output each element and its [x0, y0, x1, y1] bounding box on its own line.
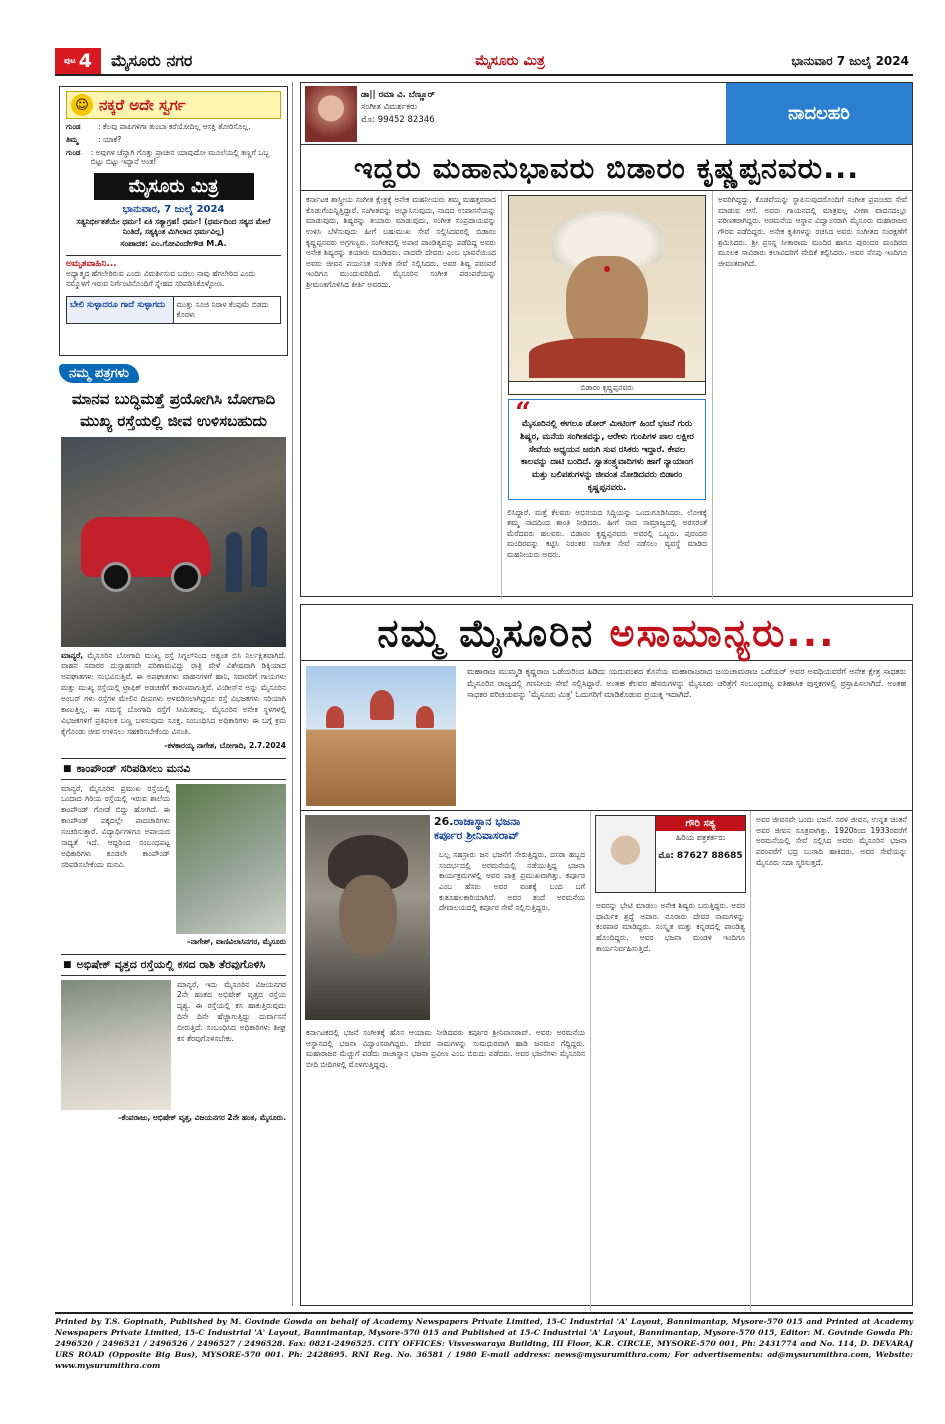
pull-quote-text: ಮೈಸೂರಿನಲ್ಲಿ ಈಗಲೂ ಡೋರ್ ಮೀಟಿಂಗ್ ಹಿಂದೆ ಭಜನೆ ಗುರು ಶಿಷ್ಯರ, ಮನೆಯ ಸಂಗೀತವನ್ನು, ಆರೇಳು ಗುಂಪಿಗಳ ಪಾಲ ಲಕ್ಷೀರ ಸೇವೆಯ ಅಧ್ಯಯನ ಜರುಗಿ ಸುವ ರಸಿಕರು ಇದ್ದಾರೆ. ಕೇವಲ ಕಾಲವನ್ನು ದಾಟಿ ಬಂದಿದೆ. ಸ್ವಾತಂತ್ರ್ಯವಾದಿಗಳು ಹಾಗೆ ನ್ಯಾಯಾಂಗ ಮತ್ತು ಬಲಿಪಶುಗಳನ್ನು ಜೀವಂತ ನೋಡಿದವರು ಬಿಡಾರಂ ಕೃಷ್ಣಪ್ಪನವರು.	[520, 419, 694, 493]
edition-date: ಭಾನುವಾರ 7 ಜುಲೈ 2024	[791, 53, 909, 68]
quote-icon: “	[515, 396, 532, 429]
joke-text: : ಕೆಲವು ಪಾಪಿಗಳಿಗಾ ತುಂಬಾ ಕರೆಯೋದಿಲ್ಲ ಆಸಕ್ತಿ ತೋರಿಸೊಲ್ಲ.	[98, 122, 251, 131]
columnist-role: ಹಿರಿಯ ಪತ್ರಕರ್ತರು	[675, 833, 726, 842]
feature-body	[301, 811, 912, 1311]
series-number: 26.	[434, 815, 454, 828]
garbage-letter	[55, 976, 292, 1110]
joke-speaker: ಗುಂಡ	[66, 122, 81, 131]
print-line-footer: Printed by T.S. Gopinath, Published by M. Govinde Gowda on behalf of Academy Newspapers Private Limited, 15-C Industrial 'A' Layout, Bannimantap, Mysore-570 015 and Printed at Academy Newspapers Private Limited, 15-C Industrial 'A' Layout, Bannimantap, Mysore-570 015 and Published at 15-C Industrial 'A' Layout, Bannimantap, Mysore-570 015, Editor: M. Govinde Gowda Ph: 2496520 / 2496521 / 2496526 / 2496527 / 2496528. Fax: 0821-2496525. CITY OFFICES: Visveswaraya Building, III Floor, K.R. CIRCLE, MYSORE-570 001, Ph: 2431774 and No. 114, D. DEVARAJ URS ROAD (Opposite Big Bus), MYSORE-570 001. Ph: 2428695. RNI Reg. No. 36581 / 1980 E-mail address: news@mysurumithra.com; For advertisements: ad@mysurumithra.com, Website: www.mysurumithra.com	[55, 1312, 913, 1368]
mysuru-mithra-logo: ಮೈಸೂರು ಮಿತ್ರ	[94, 173, 254, 200]
garbage-body: ಮಾನ್ಯರೆ, ಇದು ಮೈಸೂರಿನ ವಿಜಯನಗರ 2ನೇ ಹಂತದ ಅಭಿಷೇಕ್ ವೃತ್ತದ ರಸ್ತೆಯ ದೃಶ್ಯ. ಈ ರಸ್ತೆಯಲ್ಲಿ ಕಸ ಹಾಕುತ್ತಿರುವುದು ದಿನೇ ದಿನೇ ಹೆಚ್ಚಾಗುತ್ತಿದ್ದು ದುರ್ವಾಸನೆ ಬೀರುತ್ತಿದೆ. ಸಂಬಂಧಿಸಿದ ಅಧಿಕಾರಿಗಳು ಶೀಘ್ರ ಕಸ ತೆರವುಗೊಳಿಸಬೇಕು.	[177, 979, 286, 1043]
compound-body: ಮಾನ್ಯರೆ, ಮೈಸೂರಿನ ಪ್ರಮುಖ ರಸ್ತೆಯಲ್ಲಿ ಒಂದಾದ ಗಿರಿಯ ರಸ್ತೆಯಲ್ಲಿ ಇರುವ ಶಾಲೆಯ ಕಾಂಪೌಂಡ್ ಗೋಡೆ ಬಿದ್ದು ಹೋಗಿದೆ. ಈ ಕಾಂಪೌಂಡ್ ಪಕ್ಕದಲ್ಲೇ ಪಾದಚಾರಿಗಳು ಸಂಚರಿಸುತ್ತಾರೆ. ವಿದ್ಯಾರ್ಥಿಗಳಿಗೂ ಅಪಾಯದ ಸಾಧ್ಯತೆ ಇದೆ. ಆದ್ದರಿಂದ ಸಂಬಂಧಪಟ್ಟ ಅಧಿಕಾರಿಗಳು ಕೂಡಲೇ ಕಾಂಪೌಂಡ್ ಸರಿಪಡಿಸಬೇಕೆಂದು ಮನವಿ.	[61, 783, 170, 869]
columnist-photo	[596, 816, 656, 892]
feature-intro-row	[301, 661, 912, 811]
article-column: ಲಿಸಿದ್ದಾರೆ. ಮತ್ತೆ ಕೆಲವರು ಅಭಿನಯದ ಸಿದ್ಧಿಯನ್ನು ಒಂದುಗೂಡಿಸಿದರು. ಲೋಕಕ್ಕೆ ತಮ್ಮ ನಾದದಿಂದ ಶಾಂತಿ ನೀಡಿದರು. ಹೀಗೆ ನಾದ ಸಾಮ್ರಾಜ್ಯದಲ್ಲಿ ಅರಸರಂತೆ ಮೆರೆದವರು ಹಲವರು. ಬಿಡಾರಂ ಕೃಷ್ಣಪ್ಪನವರು ಅವರಲ್ಲಿ ಒಬ್ಬರು. ಪುರಂದರ ಮಂದಿರವನ್ನು ಕಟ್ಟಿಸಿ ನಿರಂತರ ಸಂಗೀತ ಸೇವೆ ನಡೆಸಲು ವ್ಯವಸ್ಥೆ ಮಾಡಿದ ಮಹನೀಯರು ಅವರು.	[507, 507, 707, 560]
series-subject: ಕರ್ಪೂರ ಶ್ರೀನಿವಾಸರಾವ್	[434, 829, 520, 842]
feature-intro: ಮಹಾರಾಜ ಮುಮ್ಮಡಿ ಕೃಷ್ಣರಾಜ ಒಡೆಯರಿಂದ ಹಿಡಿದು ಯದುವಂಶದ ಕೊನೆಯ ಮಹಾರಾಜರಾದ ಜಯಚಾಮರಾಜ ಒಡೆಯರ್ ಅವರ ಅವಧಿಯವರೆಗೆ ಅನೇಕ ಕ್ಷೇತ್ರ ಸಾಧಕರು ಮೈಸೂರಿನ ರಾಜ್ಯದಲ್ಲಿ ಗಣನೀಯ ಸೇವೆ ಸಲ್ಲಿಸಿದ್ದಾರೆ. ಅಂತಹ ಕೆಲವರ ಹೆಸರುಗಳನ್ನು ಮೈಸೂರು ಚರಿತ್ರೆಗೆ ಸಂಬಂಧಪಟ್ಟ ಐತಿಹಾಸಿಕ ಪುಸ್ತಕಗಳಲ್ಲಿ ಪ್ರಸ್ತಾಪಿಸಲಾಗಿದೆ. ಅಂತಹ ಸಾಧಕರ ಪರಿಚಯವನ್ನು 'ಮೈಸೂರು ಮಿತ್ರ' ಓದುಗರಿಗೆ ಮಾಡಿಕೊಡುವ ಪ್ರಯತ್ನ ಇದಾಗಿದೆ.	[467, 667, 906, 700]
garbage-signature: –ಕೆಂಪರಾಜು, ಅಭಿಷೇಕ್ ವೃತ್ತ, ವಿಜಯನಗರ 2ನೇ ಹಂತ, ಮೈಸೂರು.	[117, 1112, 286, 1122]
feature-middle-block	[591, 811, 751, 1311]
proverb-text: ಮುತ್ತು ಸೂಜಿ ನಿರಾಳ ಕೆಂಪುಮೆ ಬಿಡದು ಕೊರಳು	[176, 299, 269, 319]
left-column	[55, 82, 293, 1306]
joke-title-bar	[66, 91, 281, 119]
letter-signature: –ಕಳಕಾರಯ್ಯ ನಾಗೇಶ, ಬೋಗಾದಿ, 2.7.2024	[163, 740, 286, 750]
feature-column: ಅವರ ಜೀವನವೇ ಒಂದು ಭಜನೆ. ಸರಳ ಜೀವನ, ಉನ್ನತ ಚಿಂತನೆ ಅವರ ಜೀವನ ಸೂತ್ರವಾಗಿತ್ತು. 1920ರಿಂದ 1933ರವರೆಗೆ ಅರಮನೆಯಲ್ಲಿ ಸೇವೆ ಸಲ್ಲಿಸಿದ ಅವರು ಮೈಸೂರಿನ ಭಜನಾ ಪರಂಪರೆಗೆ ಭದ್ರ ಬುನಾದಿ ಹಾಕಿದರು. ಅವರ ಸೇವೆಯನ್ನು ಮೈಸೂರು ಸದಾ ಸ್ಮರಿಸುತ್ತದೆ.	[756, 815, 907, 867]
letter-headline: ಮಾನವ ಬುದ್ಧಿಮತ್ತೆ ಪ್ರಯೋಗಿಸಿ ಬೋಗಾದಿ ಮುಖ್ಯ ರಸ್ತೆಯಲ್ಲಿ ಜೀವ ಉಳಿಸಬಹುದು	[71, 390, 276, 430]
author-name: ಡಾ|| ರಮಾ ವಿ. ಬೆಣ್ಣೂರ್	[361, 90, 435, 100]
joke-text: : ಅವುಗಳ ಚೆನ್ನಾಗಿ ಗೊತ್ತು ಪ್ರಾಚೀನ ಯಾವುದೋ ಮೂಲೆಯಲ್ಲಿ ತಣ್ಣಗೆ ಒಬ್ಬ ಬಿಟ್ಟು ಬಿಟ್ಟು ಇದ್ದಾನೆ ಅಂತ!	[90, 147, 270, 167]
column-name: ನಾದಲಹರಿ	[726, 83, 912, 144]
bindi-mark	[604, 266, 610, 272]
car-wheel	[171, 562, 201, 592]
shawl-shape	[529, 338, 686, 378]
page-number-tag	[55, 48, 101, 74]
letters-badge: ನಮ್ಮ ಪತ್ರಗಳು	[59, 364, 139, 383]
compound-letter	[55, 780, 292, 934]
article-headline: ಇದ್ದರು ಮಹಾನುಭಾವರು ಬಿಡಾರಂ ಕೃಷ್ಣಪ್ಪನವರು...	[301, 145, 912, 191]
amrita-heading: ಅಮೃತವಾಹಿನಿ...	[66, 259, 117, 270]
article-body	[301, 191, 912, 599]
amrita-body: ಅಧ್ಯಾತ್ಮದ ಹೆಗಲೇರಿರುವ ಎಂದು ವಿಮರ್ಶಿಸುವ ಬದಲು ನಾವು ಹೆಗಲೇರಿದ ಎಂದು ನಮ್ಮೊಳಗೆ ಇರುವ ನಿರ್ಗೆಂಟಿನೊಂದಿಗೆ ಸ್ನೇಹದ ಸರಿಪಡಿಸಿಕೊಳ್ಳೋಣ.	[66, 269, 256, 289]
columnist-phone: ಮೊ: 87627 88685	[658, 851, 743, 861]
joke-speaker: ತಿಮ್ಮ	[66, 134, 79, 144]
garbage-pile-photo	[61, 980, 171, 1110]
bullet-icon: ■	[63, 763, 72, 774]
feature-headline-part: ಅಸಾಮಾನ್ಯರು...	[609, 611, 836, 655]
letters-header	[59, 364, 288, 383]
author-info	[361, 83, 726, 144]
joke-title: ನಕ್ಕರೆ ಅದೇ ಸ್ವರ್ಗ	[99, 96, 186, 114]
compound-headline: ಕಾಂಪೌಂಡ್ ಸರಿಪಡಿಸಲು ಮನವಿ	[76, 761, 191, 775]
compound-signature: –ನಾಗೇಶ್, ವಾಣಿವಿಲಾಸಿನಗರ, ಮೈಸೂರು	[186, 936, 286, 946]
section-name: ಮೈಸೂರು ನಗರ	[111, 51, 193, 70]
author-role: ಸಂಗೀತ ವಿಮರ್ಶಕರು	[361, 102, 418, 113]
portrait-caption: ಬಿಡಾರಂ ಕೃಷ್ಣಪ್ಪನವರು	[509, 381, 705, 394]
right-area	[300, 82, 913, 1306]
joke-line	[66, 122, 281, 132]
feature-column: ಅವರನ್ನು ಭೇಟಿ ಮಾಡಲು ಅನೇಕ ಶಿಷ್ಯರು ಬರುತ್ತಿದ್ದರು. ಅವರ ಧಾರ್ಮಿಕ ಶ್ರದ್ಧೆ ಅಪಾರ. ನೂರಾರು ದೇವರ ನಾಮಗಳನ್ನು ಕಂಠಪಾಠ ಮಾಡಿದ್ದರು. ಸಂಸ್ಕೃತ ಮತ್ತು ಕನ್ನಡದಲ್ಲಿ ಪಾಂಡಿತ್ಯ ಹೊಂದಿದ್ದರು. ಅವರ ಭಜನಾ ಮಂಡಳಿ ಇಂದಿಗೂ ಕಾರ್ಯನಿರ್ವಹಿಸುತ್ತಿದೆ.	[596, 901, 745, 953]
page-word: ಪುಟ	[64, 56, 76, 65]
article-column: ಅವರಿಗಿದ್ದದ್ದು, ಕೊಡವೆಯನ್ನು ಸ್ಥಾಪಿಸುವುದರೊಂದಿಗೆ ಸಂಗೀತ ಪ್ರಪಂಚದ ಸೇವೆ ಮಾಡುವ ಆಸೆ. ಅವರು ಗಾಯನದಲ್ಲಿ ಮಾತ್ರವಲ್ಲ ವೀಣಾ ವಾದನದಲ್ಲೂ ಪರಿಣತರಾಗಿದ್ದರು. ಅರಮನೆಯ ಆಸ್ಥಾನ ವಿದ್ವಾಂಸರಾಗಿ ಮೈಸೂರು ಮಹಾರಾಜರ ಗೌರವ ಪಡೆದಿದ್ದರು. ಅನೇಕ ಕೃತಿಗಳನ್ನು ರಚಿಸಿದ ಅವರು ಸಂಗೀತದ ಸಂರಕ್ಷಣೆಗೆ ಶ್ರಮಿಸಿದರು. ಶ್ರೀ ಪ್ರಸನ್ನ ಸೀತಾರಾಮ ಮಂದಿರ ಹಾಗೂ ಪುರಂದರ ಮಂದಿರದ ಮೂಲಕ ಸಾವಿರಾರು ಕಲಾವಿದರಿಗೆ ವೇದಿಕೆ ಕಲ್ಪಿಸಿದರು. ಅವರ ನೆನಪು ಇಂದಿಗೂ ಜೀವಂತವಾಗಿದೆ.	[718, 195, 907, 268]
feature-column: ಕರ್ನಾಟಕದಲ್ಲಿ ಭಜನೆ ಸಂಗೀತಕ್ಕೆ ಹೊಸ ಆಯಾಮ ನೀಡಿದವರು ಕರ್ಪೂರ ಶ್ರೀನಿವಾಸರಾವ್. ಅವರು ಅರಮನೆಯ ಆಸ್ಥಾನದಲ್ಲಿ ಭಜನಾ ವಿದ್ವಾಂಸರಾಗಿದ್ದರು. ದೇವರ ನಾಮಗಳನ್ನು ಸುಮಧುರವಾಗಿ ಹಾಡಿ ಜನಮನ ಗೆದ್ದಿದ್ದರು. ಮಹಾರಾಜರ ಮೆಚ್ಚುಗೆ ಪಡೆದು ರಾಜಾಸ್ಥಾನ ಭಜನಾ ಪ್ರವೀಣ ಎಂಬ ಬಿರುದು ಪಡೆದರು. ಅವರ ಭಜನೆಗಳು ಮೈಸೂರಿನ ಬೀದಿ ಬೀದಿಗಳಲ್ಲಿ ಮೊಳಗುತ್ತಿದ್ದವು.	[306, 1028, 585, 1069]
palace-dome	[326, 706, 344, 728]
joke-box	[59, 86, 288, 356]
face-shape	[339, 875, 397, 955]
garbage-headline: ಅಭಿಷೇಕ್ ವೃತ್ತದ ರಸ್ತೆಯಲ್ಲಿ ಕಸದ ರಾಶಿ ತೆರವುಗೊಳಿಸಿ	[76, 957, 266, 971]
crashed-car-photo	[61, 437, 286, 647]
newspaper-brand: ಮೈಸೂರು ಮಿತ್ರ	[475, 53, 545, 69]
bullet-icon: ■	[63, 959, 72, 970]
proverb-box	[66, 296, 281, 324]
columnist-card	[595, 815, 746, 893]
columnist-info	[656, 816, 745, 892]
letter-body	[55, 647, 292, 738]
broken-wall-photo	[176, 784, 286, 934]
person-figure	[226, 532, 242, 592]
article-middle-column	[501, 191, 713, 599]
palace-dome	[416, 706, 434, 728]
joke-line	[66, 148, 281, 168]
karpura-srinivasa-rao-photo	[305, 815, 430, 1020]
garbage-letter-heading	[61, 954, 286, 976]
amrita-vahini	[66, 255, 281, 289]
palace-dome	[370, 690, 394, 720]
proverb-heading: ಬೇಲಿ ಸುಳ್ಳಾದರೂ ಗಾದೆ ಸುಳ್ಳಾಗದು	[67, 297, 174, 323]
laughing-face-icon: ☺	[71, 94, 93, 116]
nadalahari-article	[300, 82, 913, 597]
letter-salutation: ಮಾನ್ಯರೆ,	[61, 650, 84, 660]
letter-text: ಮೈಸೂರಿನ ಬೋಗಾದಿ ಮುಖ್ಯ ರಸ್ತೆ ಸಿಗ್ನಲ್‌ನಿಂದ ಅತ್ಯಂತ ಬಿಸಿ ನಿರ್ಲಕ್ಷಿತವಾಗಿದೆ. ವಾಹನ ಸವಾರರ ದುಸ್ಸಾಹಸವೇ ಪರಿಣಾಮವಿದ್ದು ರಾತ್ರಿ ವೇಳೆ ವಿಶೇಷವಾಗಿ ಡಿಕ್ಕಿಯಾದ ಅಪಘಾತಗಳು ಸಂಭವಿಸುತ್ತಿವೆ. ಈ ಅಪಘಾತಗಳು ವಾಹನಗಳಿಗೆ ಹಾನಿ, ಸವಾರರಿಗೆ ಗಾಯಗಳು ಮತ್ತು ಮುಖ್ಯ ರಸ್ತೆಯಲ್ಲಿ ಟ್ರಾಫಿಕ್ ಅಡಚಣೆಗೆ ಕಾರಣವಾಗುತ್ತಿವೆ. ವಿಂಡೀಸ್‌ನ ಅನ್ನು ಮೈಸೂರಿನ ಅಂಬರ್ ಗಳು ರಸ್ತೆಗಳ ಮೇಲಿನ ದೀಪಗಳು ಅಳವಡಿಸಲಾಗಿದ್ದರೂ ರಸ್ತೆ ವಿಭಜಕಗಳು ಸರಿಯಾಗಿ ಕಾಣುತ್ತಿಲ್ಲ. ಈ ಸಮಸ್ಯೆ ಬೋಗಾದಿ ರಸ್ತೆಗೆ ಸೀಮಿತವಲ್ಲ. ಮೈಸೂರಿನ ಅನೇಕ ಸ್ಥಳಗಳಲ್ಲಿ ವಿಭಜಕಗಳಿಗೆ ಪ್ರತಿಫಲಕ ಬಣ್ಣ ಬಳಸುವುದು ಸೂಕ್ತ. ಸಂಬಂಧಿಸಿದ ಅಧಿಕಾರಿಗಳು ಈ ಬಗ್ಗೆ ಕ್ರಮ ಕೈಗೊಂಡು ಜೀವ ಉಳಿಸಲು ಸಹಕರಿಸಬೇಕೆಂದು ವಿನಂತಿ.	[61, 650, 286, 736]
pull-quote	[508, 396, 706, 500]
feature-headline	[301, 605, 912, 661]
thought-date: ಭಾನುವಾರ, 7 ಜುಲೈ 2024	[122, 204, 225, 215]
joke-line	[66, 135, 281, 145]
person-figure	[251, 527, 267, 587]
feature-left-block	[301, 811, 591, 1311]
feature-column: ಬಲ್ಲ ಸಹಸ್ರಾರು ಜನ ಭಜನೆಗೆ ಸೇರುತ್ತಿದ್ದರು. ದಸರಾ ಹಬ್ಬದ ಸಂದರ್ಭದಲ್ಲಿ ಅರಮನೆಯಲ್ಲಿ ನಡೆಯುತ್ತಿದ್ದ ಭಜನಾ ಕಾರ್ಯಕ್ರಮಗಳಲ್ಲಿ ಅವರ ಪಾತ್ರ ಪ್ರಮುಖವಾಗಿತ್ತು. ಕರ್ಪೂರ ಎಂಬ ಹೆಸರು ಅವರ ವಂಶಕ್ಕೆ ಬಂದ ಬಗೆ ಕುತೂಹಲಕಾರಿಯಾಗಿದೆ. ಅವರ ತಂದೆ ಅರಮನೆಯ ದೇವಾಲಯದಲ್ಲಿ ಕರ್ಪೂರ ಸೇವೆ ಸಲ್ಲಿಸುತ್ತಿದ್ದರು.	[439, 850, 585, 913]
author-strip	[301, 83, 912, 145]
joke-text: : ಯಾಕೆ?	[98, 134, 122, 144]
author-phone: ಮೊ: 99452 82346	[361, 114, 435, 125]
joke-speaker: ಗುಂಡ	[66, 147, 81, 157]
compound-letter-heading	[61, 758, 286, 780]
bidaram-krishnappa-portrait	[508, 195, 706, 395]
article-column: ಕರ್ನಾಟಕ ಶಾಸ್ತ್ರೀಯ ಸಂಗೀತ ಕ್ಷೇತ್ರಕ್ಕೆ ಅನೇಕ ಮಹನೀಯರು ತಮ್ಮ ಮಹತ್ತರವಾದ ಕೊಡುಗೆಯನ್ನಿತ್ತಿದ್ದಾರೆ. ಸಂಗೀತವನ್ನು ಅಭ್ಯಾಸಿಸುವುದು, ನಾದದ ಉಪಾಸನೆಯನ್ನು ಮಾಡುವುದು, ಶಿಷ್ಯರನ್ನು ತಯಾರು ಮಾಡುವುದು, ಸಂಗೀತ ಸಂಪ್ರದಾಯವನ್ನು ಉಳಿಸಿ ಬೆಳೆಸುವುದು ಹೀಗೆ ಬಹುಮುಖ ಸೇವೆ ಸಲ್ಲಿಸಿದವರಲ್ಲಿ ಬಿಡಾರಂ ಕೃಷ್ಣಪ್ಪನವರು ಅಗ್ರಗಣ್ಯರು. ಸಂಗೀತದಲ್ಲಿ ಅಪಾರ ಪಾಂಡಿತ್ಯವನ್ನು ಪಡೆದಿದ್ದ ಅವರು ಅನೇಕ ಶಿಷ್ಯರನ್ನು ತಯಾರು ಮಾಡಿದರು. ನಾದವೇ ದೇವರು ಎಂಬ ಭಾವನೆಯಿಂದ ಅವರು ಜೀವನ ಪರ್ಯಂತ ಸಂಗೀತ ಸೇವೆ ಸಲ್ಲಿಸಿದರು. ಅವರ ಶಿಷ್ಯ ಪರಂಪರೆ ಇಂದಿಗೂ ಮುಂದುವರಿದಿದೆ. ಮೈಸೂರಿನ ಸಂಗೀತ ಪರಂಪರೆಯನ್ನು ಶ್ರೀಮಂತಗೊಳಿಸಿದ ಕೀರ್ತಿ ಅವರದು.	[306, 195, 496, 290]
series-title-text: ರಾಜಾಸ್ಥಾನ ಭಜನಾ	[453, 815, 521, 828]
page-number: 4	[78, 50, 92, 72]
car-wheel	[101, 562, 131, 592]
asamanyaru-feature	[300, 604, 913, 1306]
editor-credit: ಸಂಪಾದಕ: ಎಂ.ಗೋವಿಂದೇಗೌಡ M.A.	[120, 239, 227, 249]
masthead	[55, 48, 913, 76]
columnist-name: ಗೌರಿ ಸತ್ಯ	[656, 816, 745, 831]
feature-headline-part: ನಮ್ಮ ಮೈಸೂರಿನ	[377, 611, 610, 655]
author-photo	[305, 86, 357, 142]
thought-of-day: ಸತ್ಯನಿರ್ಭೀತತೆಯೇ ಧರ್ಮ! ಏಕಿ ಸತ್ಯಾಗ್ರಹ! ಧರ್ಮ! (ಧರ್ಮದಿಂದ ಸತ್ಯದ ಮೇಲೆ ನಿಂತಿದೆ, ಸತ್ಯಕ್ಕಿಂತ ಮಿಗಿಲಾದ ಧರ್ಮವಿಲ್ಲ)	[76, 217, 271, 237]
mysore-palace-photo	[306, 666, 456, 806]
